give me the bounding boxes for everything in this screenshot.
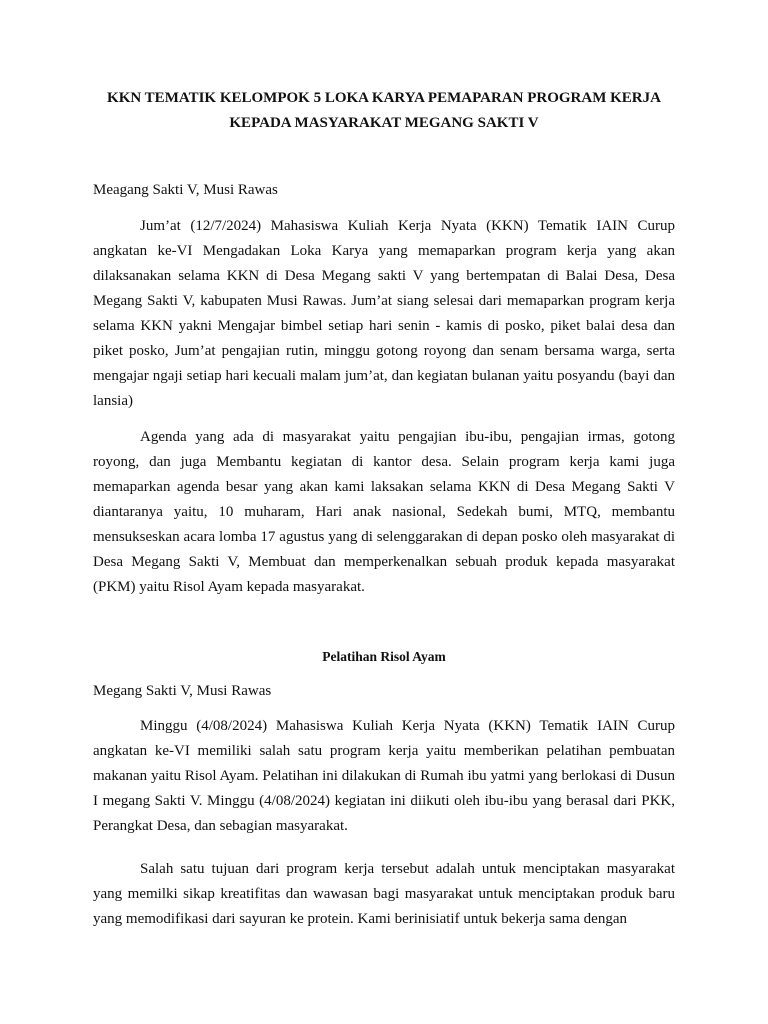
paragraph-tujuan: Salah satu tujuan dari program kerja tersebut adalah untuk menciptakan masyarakat yang memilki sikap kreatifitas dan wawasan bagi masyarakat untuk menciptakan produk baru yang memodifikasi dari sayuran ke protein. Kami berinisiatif untuk bekerja sama dengan (93, 861, 675, 927)
dateline-section: Megang Sakti V, Musi Rawas (93, 683, 272, 699)
article-title (93, 86, 675, 136)
paragraph-pelatihan: Minggu (4/08/2024) Mahasiswa Kuliah Kerja Nyata (KKN) Tematik IAIN Curup angkatan ke-VI memiliki salah satu program kerja yaitu memberikan pelatihan pembuatan makanan yaitu Risol Ayam. Pelatihan ini dilakukan di Rumah ibu yatmi yang berlokasi di Dusun I megang Sakti V. Minggu (4/08/2024) kegiatan ini diikuti oleh ibu-ibu yang berasal dari PKK, Perangkat Desa, dan sebagian masyarakat. (93, 718, 675, 834)
paragraph-lokakarya: Jum’at (12/7/2024) Mahasiswa Kuliah Kerja Nyata (KKN) Tematik IAIN Curup angkatan ke-VI Mengadakan Loka Karya yang memaparkan program kerja yang akan dilaksanakan selama KKN di Desa Megang sakti V yang bertempatan di Balai Desa, Desa Megang Sakti V, kabupaten Musi Rawas. Jum’at siang selesai dari memaparkan program kerja selama KKN yakni Mengajar bimbel setiap hari senin - kamis di posko, piket balai desa dan piket posko, Jum’at pengajian rutin, minggu gotong royong dan senam bersama warga, serta mengajar ngaji setiap hari kecuali malam jum’at, dan kegiatan bulanan yaitu posyandu (bayi dan lansia) (93, 218, 675, 409)
article-title-line-2: KEPADA MASYARAKAT MEGANG SAKTI V (229, 115, 539, 131)
section-heading: Pelatihan Risol Ayam (322, 649, 446, 664)
paragraph-agenda: Agenda yang ada di masyarakat yaitu pengajian ibu-ibu, pengajian irmas, gotong royong, dan juga Membantu kegiatan di kantor desa. Selain program kerja kami juga memaparkan agenda besar yang akan kami laksakan selama KKN di Desa Megang Sakti V diantaranya yaitu, 10 muharam, Hari anak nasional, Sedekah bumi, MTQ, membantu mensukseskan acara lomba 17 agustus yang di selenggarakan di depan posko oleh masyarakat di Desa Megang Sakti V, Membuat dan memperkenalkan sebuah produk kepada masyarakat (PKM) yaitu Risol Ayam kepada masyarakat. (93, 429, 675, 595)
article-title-line-1: KKN TEMATIK KELOMPOK 5 LOKA KARYA PEMAPARAN PROGRAM KERJA (107, 90, 661, 106)
dateline: Meagang Sakti V, Musi Rawas (93, 182, 278, 198)
